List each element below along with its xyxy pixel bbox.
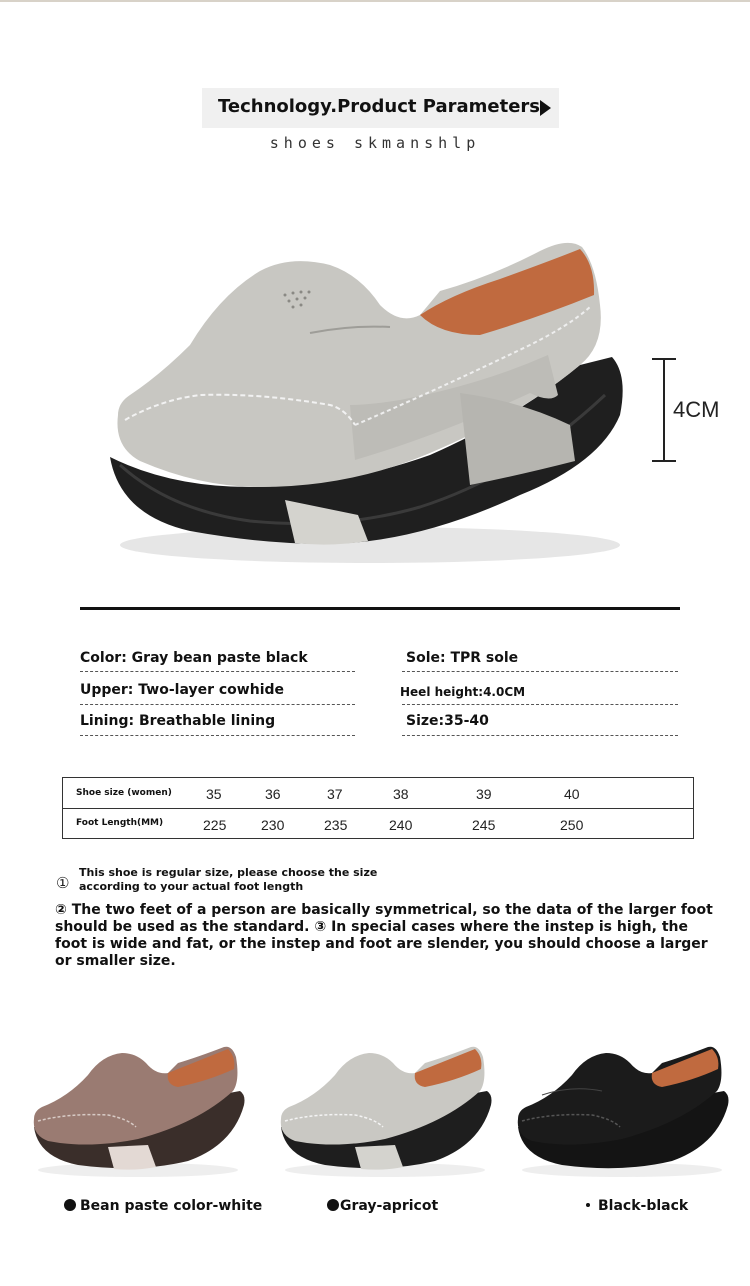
variant-label-bean-paste bbox=[64, 1198, 262, 1214]
section-subtitle: shoes skmanshlp bbox=[269, 134, 481, 152]
spec-separator bbox=[402, 704, 678, 705]
table-cell: 250 bbox=[560, 817, 584, 833]
top-divider bbox=[0, 0, 750, 2]
table-cell: 37 bbox=[327, 786, 343, 802]
size-note-1: This shoe is regular size, please choose the size according to your actual foot length bbox=[79, 866, 378, 893]
hero-shoe-image bbox=[100, 225, 640, 585]
variant-image-gray bbox=[275, 1035, 495, 1180]
size-table bbox=[62, 777, 694, 839]
section-title: Technology.Product Parameters bbox=[218, 96, 541, 117]
section-divider bbox=[80, 607, 680, 610]
size-note-2: ② The two feet of a person are basically symmetrical, so the data of the larger foot should be used as the standard. ③ In special cases where the instep is high, the foot is wide and fat, or the instep and foot are slender, you should choose a larger or smaller size. bbox=[55, 902, 713, 969]
table-cell: 36 bbox=[265, 786, 281, 802]
variant-label-gray bbox=[327, 1198, 438, 1214]
spec-separator bbox=[80, 704, 355, 705]
variant-image-black bbox=[512, 1035, 732, 1180]
table-cell: 39 bbox=[476, 786, 492, 802]
table-row-label: Foot Length(MM) bbox=[76, 818, 164, 828]
spec-separator bbox=[80, 671, 355, 672]
bullet-dot-icon bbox=[327, 1199, 339, 1211]
table-cell: 235 bbox=[324, 817, 348, 833]
table-cell: 35 bbox=[206, 786, 222, 802]
heel-height-label: 4CM bbox=[673, 397, 720, 422]
bullet-dot-icon bbox=[64, 1199, 76, 1211]
spec-sole: Sole: TPR sole bbox=[406, 650, 519, 666]
bullet-dot-icon bbox=[586, 1203, 590, 1207]
table-row-divider bbox=[63, 808, 693, 809]
spec-separator bbox=[402, 671, 678, 672]
table-cell: 225 bbox=[203, 817, 227, 833]
variant-image-bean-paste bbox=[28, 1035, 248, 1180]
table-cell: 240 bbox=[389, 817, 413, 833]
play-arrow-icon bbox=[540, 100, 551, 116]
variant-label-black bbox=[586, 1198, 688, 1214]
table-cell: 245 bbox=[472, 817, 496, 833]
spec-lining: Lining: Breathable lining bbox=[80, 713, 276, 729]
variant-label-text: Bean paste color-white bbox=[80, 1198, 263, 1214]
variant-label-text: Black-black bbox=[598, 1198, 689, 1214]
table-cell: 38 bbox=[393, 786, 409, 802]
table-cell: 230 bbox=[261, 817, 285, 833]
table-cell: 40 bbox=[564, 786, 580, 802]
variant-label-text: Gray-apricot bbox=[340, 1198, 439, 1214]
table-row-label: Shoe size (women) bbox=[76, 788, 172, 798]
spec-upper: Upper: Two-layer cowhide bbox=[80, 682, 285, 698]
note-number: ① bbox=[56, 874, 70, 892]
spec-size: Size:35-40 bbox=[406, 713, 489, 729]
spec-color: Color: Gray bean paste black bbox=[80, 650, 308, 666]
spec-separator bbox=[402, 735, 678, 736]
spec-heel-height: Heel height:4.0CM bbox=[400, 685, 526, 699]
section-header bbox=[202, 88, 559, 128]
spec-separator bbox=[80, 735, 355, 736]
